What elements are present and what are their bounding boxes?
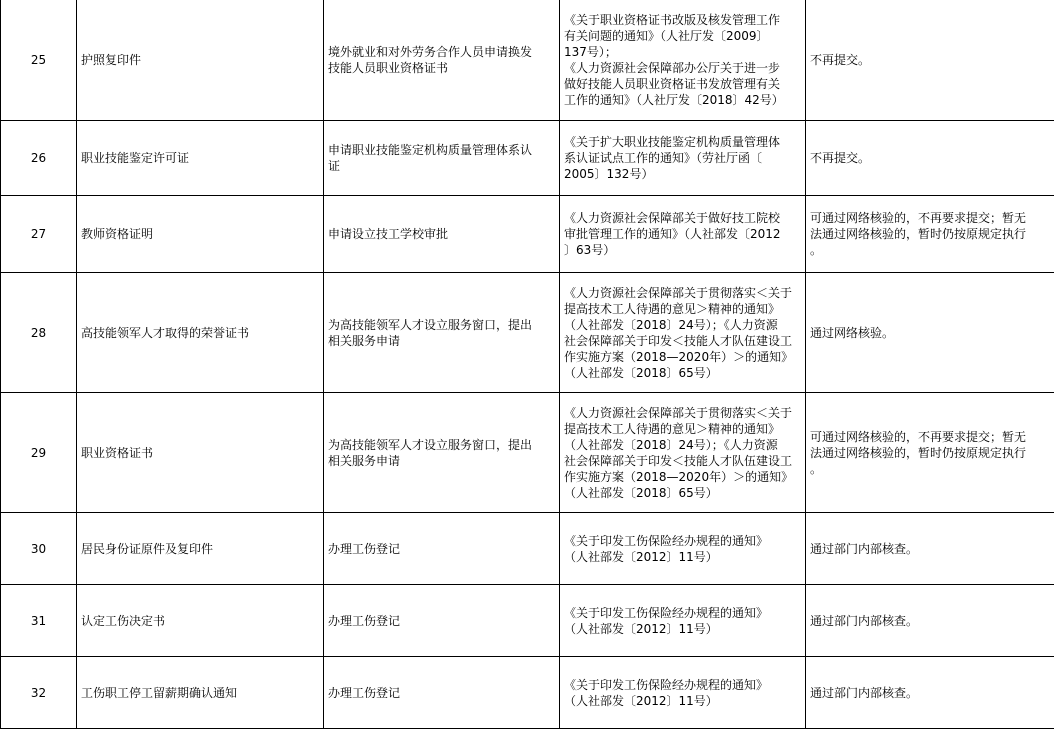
- basis-cell: 《关于职业资格证书改版及核发管理工作 有关问题的通知》（人社厅发〔2009〕 137号）； 《人力资源社会保障部办公厅关于进一步 做好技能人员职业资格证书发放管理有关 工作的通知》（人社厅发〔2018〕42号）: [560, 0, 806, 121]
- note-cell: 不再提交。: [806, 0, 1054, 121]
- note-cell: 通过部门内部核查。: [806, 585, 1054, 657]
- table-row: [1, 121, 1054, 196]
- material-name: 工伤职工停工留薪期确认通知: [77, 657, 324, 729]
- note-cell: 不再提交。: [806, 121, 1054, 196]
- basis-cell: 《关于印发工伤保险经办规程的通知》 （人社部发〔2012〕11号）: [560, 657, 806, 729]
- table-row: [1, 513, 1054, 585]
- row-number: 27: [1, 196, 77, 273]
- table-row: [1, 196, 1054, 273]
- material-name: 职业技能鉴定许可证: [77, 121, 324, 196]
- basis-cell: 《关于扩大职业技能鉴定机构质量管理体 系认证试点工作的通知》（劳社厅函〔 2005〕132号）: [560, 121, 806, 196]
- row-number: 30: [1, 513, 77, 585]
- material-name: 高技能领军人才取得的荣誉证书: [77, 273, 324, 393]
- basis-cell: 《人力资源社会保障部关于贯彻落实＜关于 提高技术工人待遇的意见＞精神的通知》 （人社部发〔2018〕24号）；《人力资源 社会保障部关于印发＜技能人才队伍建设工 作实施方案（2018—2020年）＞的通知》 （人社部发〔2018〕65号）: [560, 273, 806, 393]
- matter-cell: 境外就业和对外劳务合作人员申请换发 技能人员职业资格证书: [324, 0, 560, 121]
- row-number: 29: [1, 393, 77, 513]
- note-cell: 通过部门内部核查。: [806, 657, 1054, 729]
- row-number: 31: [1, 585, 77, 657]
- basis-cell: 《人力资源社会保障部关于贯彻落实＜关于 提高技术工人待遇的意见＞精神的通知》 （人社部发〔2018〕24号）；《人力资源 社会保障部关于印发＜技能人才队伍建设工 作实施方案（2018—2020年）＞的通知》 （人社部发〔2018〕65号）: [560, 393, 806, 513]
- note-cell: 可通过网络核验的，不再要求提交；暂无 法通过网络核验的，暂时仍按原规定执行 。: [806, 393, 1054, 513]
- row-number: 32: [1, 657, 77, 729]
- matter-cell: 为高技能领军人才设立服务窗口，提出 相关服务申请: [324, 273, 560, 393]
- table-row: [1, 393, 1054, 513]
- table-row: [1, 273, 1054, 393]
- table-row: [1, 585, 1054, 657]
- material-name: 居民身份证原件及复印件: [77, 513, 324, 585]
- note-cell: 通过网络核验。: [806, 273, 1054, 393]
- material-name: 护照复印件: [77, 0, 324, 121]
- table-row: [1, 0, 1054, 121]
- table-row: [1, 657, 1054, 729]
- material-name: 认定工伤决定书: [77, 585, 324, 657]
- material-name: 教师资格证明: [77, 196, 324, 273]
- note-cell: 可通过网络核验的，不再要求提交；暂无 法通过网络核验的，暂时仍按原规定执行 。: [806, 196, 1054, 273]
- basis-cell: 《关于印发工伤保险经办规程的通知》 （人社部发〔2012〕11号）: [560, 585, 806, 657]
- matter-cell: 办理工伤登记: [324, 585, 560, 657]
- matter-cell: 办理工伤登记: [324, 657, 560, 729]
- note-cell: 通过部门内部核查。: [806, 513, 1054, 585]
- matter-cell: 为高技能领军人才设立服务窗口，提出 相关服务申请: [324, 393, 560, 513]
- row-number: 25: [1, 0, 77, 121]
- material-name: 职业资格证书: [77, 393, 324, 513]
- basis-cell: 《人力资源社会保障部关于做好技工院校 审批管理工作的通知》（人社部发〔2012 〕63号）: [560, 196, 806, 273]
- row-number: 26: [1, 121, 77, 196]
- matter-cell: 申请设立技工学校审批: [324, 196, 560, 273]
- row-number: 28: [1, 273, 77, 393]
- matter-cell: 申请职业技能鉴定机构质量管理体系认 证: [324, 121, 560, 196]
- matter-cell: 办理工伤登记: [324, 513, 560, 585]
- basis-cell: 《关于印发工伤保险经办规程的通知》 （人社部发〔2012〕11号）: [560, 513, 806, 585]
